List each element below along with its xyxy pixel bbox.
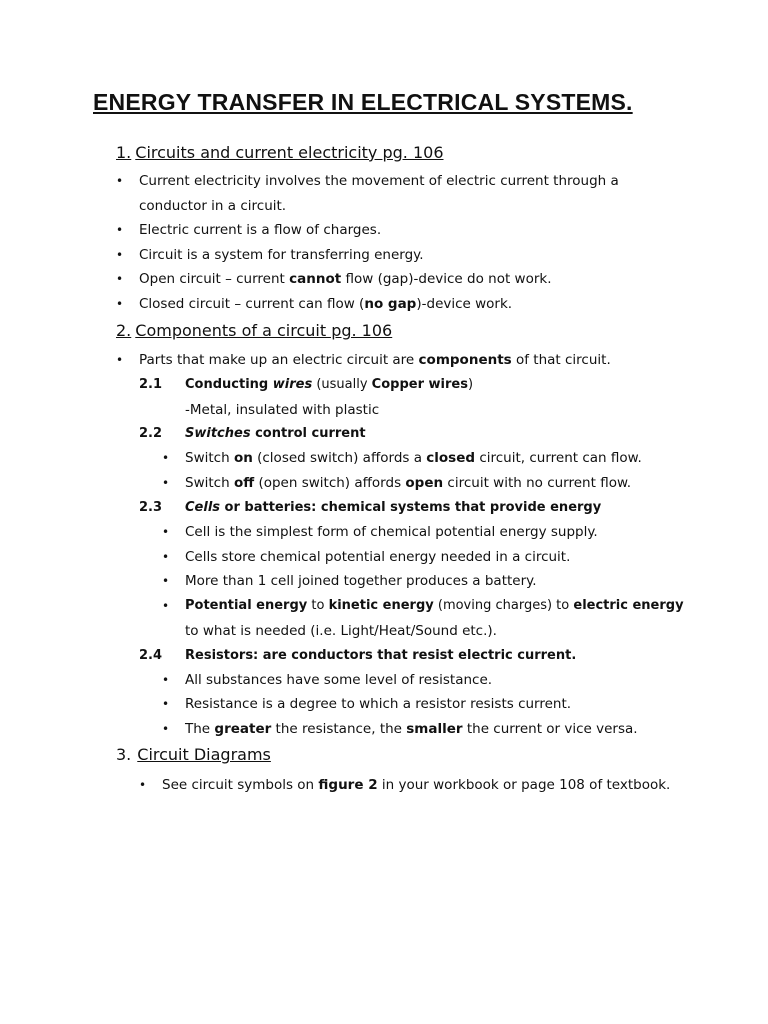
list-item: Resistance is a degree to which a resistor resists current. <box>185 696 572 712</box>
bullet: • <box>162 673 170 687</box>
list-item-continued: conductor in a circuit. <box>139 198 287 214</box>
list-item: The greater the resistance, the smaller the current or vice versa. <box>185 721 638 737</box>
list-item: Current electricity involves the movement of electric current through a <box>139 173 619 189</box>
list-item: See circuit symbols on figure 2 in your workbook or page 108 of textbook. <box>162 777 671 793</box>
list-item: Parts that make up an electric circuit are components of that circuit. <box>139 352 611 368</box>
subsection-note: -Metal, insulated with plastic <box>185 402 380 418</box>
bullet: • <box>162 599 170 613</box>
subsection-2-2: 2.2 Switches control current <box>139 426 366 441</box>
bullet: • <box>116 223 124 237</box>
bullet: • <box>162 476 170 490</box>
bullet: • <box>116 297 124 311</box>
bullet: • <box>116 353 124 367</box>
bullet: • <box>162 574 170 588</box>
page-title: ENERGY TRANSFER IN ELECTRICAL SYSTEMS. <box>93 89 633 115</box>
bullet: • <box>116 272 124 286</box>
bullet: • <box>162 525 170 539</box>
bullet: • <box>116 174 124 188</box>
bullet: • <box>116 248 124 262</box>
list-item: Cells store chemical potential energy needed in a circuit. <box>185 549 571 565</box>
section-title: Circuit Diagrams <box>137 745 271 764</box>
list-item: Switch off (open switch) affords open circuit with no current flow. <box>185 475 632 491</box>
list-item: Closed circuit – current can flow (no gap)-device work. <box>139 296 513 312</box>
bullet: • <box>162 451 170 465</box>
section-title: Circuits and current electricity pg. 106 <box>135 143 444 162</box>
section-2-heading <box>116 321 392 340</box>
section-1-heading <box>116 143 444 162</box>
list-item: Switch on (closed switch) affords a closed circuit, current can flow. <box>185 450 642 466</box>
section-number: 2. <box>116 321 132 340</box>
list-item: All substances have some level of resistance. <box>185 672 493 688</box>
bullet: • <box>162 550 170 564</box>
section-title: Components of a circuit pg. 106 <box>135 321 393 340</box>
list-item: Open circuit – current cannot flow (gap)-device do not work. <box>139 271 552 287</box>
section-number: 3. <box>116 745 132 764</box>
bullet: • <box>162 697 170 711</box>
section-number: 1. <box>116 143 132 162</box>
subsection-2-3: 2.3 Cells or batteries: chemical systems that provide energy <box>139 500 602 515</box>
section-3-heading <box>116 745 271 764</box>
list-item: Potential energy to kinetic energy (moving charges) to electric energy <box>185 598 684 613</box>
list-item: Circuit is a system for transferring energy. <box>139 247 424 263</box>
bullet: • <box>162 722 170 736</box>
subsection-2-1: 2.1 Conducting wires (usually Copper wires) <box>139 377 474 392</box>
list-item: More than 1 cell joined together produces a battery. <box>185 573 537 589</box>
subsection-2-4: 2.4 Resistors: are conductors that resist electric current. <box>139 648 577 663</box>
list-item: Electric current is a flow of charges. <box>139 222 382 238</box>
list-item-continued: to what is needed (i.e. Light/Heat/Sound etc.). <box>185 623 497 639</box>
bullet: • <box>139 778 147 792</box>
list-item: Cell is the simplest form of chemical potential energy supply. <box>185 524 598 540</box>
